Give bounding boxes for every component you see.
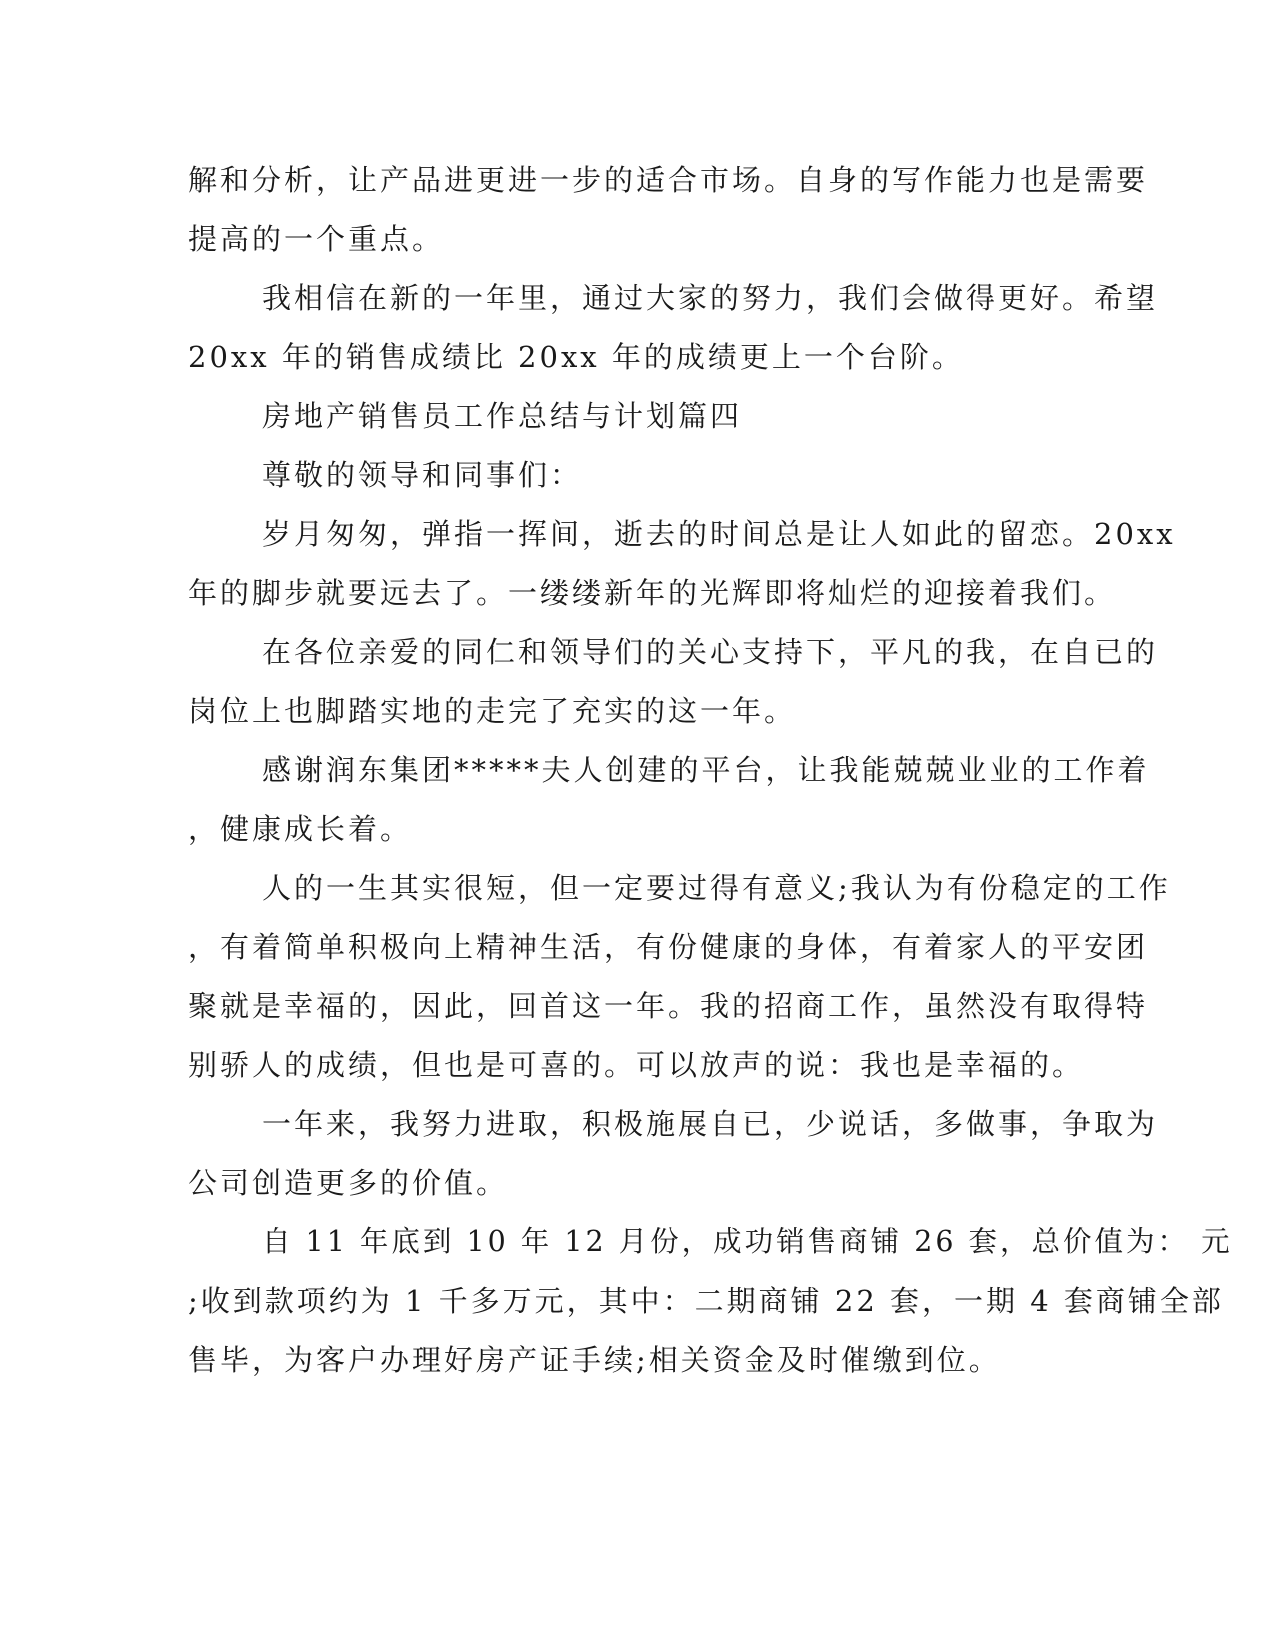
text-line: 公司创造更多的价值。 — [188, 1166, 509, 1200]
paragraph-start-line: 岁月匆匆，弹指一挥间，逝去的时间总是让人如此的留恋。20xx — [262, 517, 1176, 551]
salutation: 尊敬的领导和同事们： — [262, 458, 583, 492]
text-line: 年的脚步就要远去了。一缕缕新年的光辉即将灿烂的迎接着我们。 — [188, 576, 1117, 610]
text-line: 岗位上也脚踏实地的走完了充实的这一年。 — [188, 694, 797, 728]
text-line: 提高的一个重点。 — [188, 222, 445, 256]
text-line: ，健康成长着。 — [188, 812, 413, 846]
paragraph-start-line: 感谢润东集团*****夫人创建的平台，让我能兢兢业业的工作着 — [262, 753, 1150, 787]
paragraph-start-line: 在各位亲爱的同仁和领导们的关心支持下，平凡的我，在自已的 — [262, 635, 1159, 669]
section-heading: 房地产销售员工作总结与计划篇四 — [262, 399, 743, 433]
text-line: ;收到款项约为 1 千多万元，其中：二期商铺 22 套，一期 4 套商铺全部 — [188, 1284, 1224, 1318]
text-line: 售毕，为客户办理好房产证手续;相关资金及时催缴到位。 — [188, 1343, 1001, 1377]
paragraph-start-line: 人的一生其实很短，但一定要过得有意义;我认为有份稳定的工作 — [262, 871, 1171, 905]
text-line: 别骄人的成绩，但也是可喜的。可以放声的说：我也是幸福的。 — [188, 1048, 1085, 1082]
paragraph-start-line: 我相信在新的一年里，通过大家的努力，我们会做得更好。希望 — [262, 281, 1159, 315]
text-line: ，有着简单积极向上精神生活，有份健康的身体，有着家人的平安团 — [188, 930, 1149, 964]
text-line: 20xx 年的销售成绩比 20xx 年的成绩更上一个台阶。 — [188, 340, 964, 374]
text-line: 解和分析，让产品进更进一步的适合市场。自身的写作能力也是需要 — [188, 163, 1149, 197]
paragraph-start-line: 一年来，我努力进取，积极施展自已，少说话，多做事，争取为 — [262, 1107, 1159, 1141]
paragraph-start-line: 自 11 年底到 10 年 12 月份，成功销售商铺 26 套，总价值为： 元 — [262, 1225, 1233, 1258]
text-line: 聚就是幸福的，因此，回首这一年。我的招商工作，虽然没有取得特 — [188, 989, 1149, 1023]
